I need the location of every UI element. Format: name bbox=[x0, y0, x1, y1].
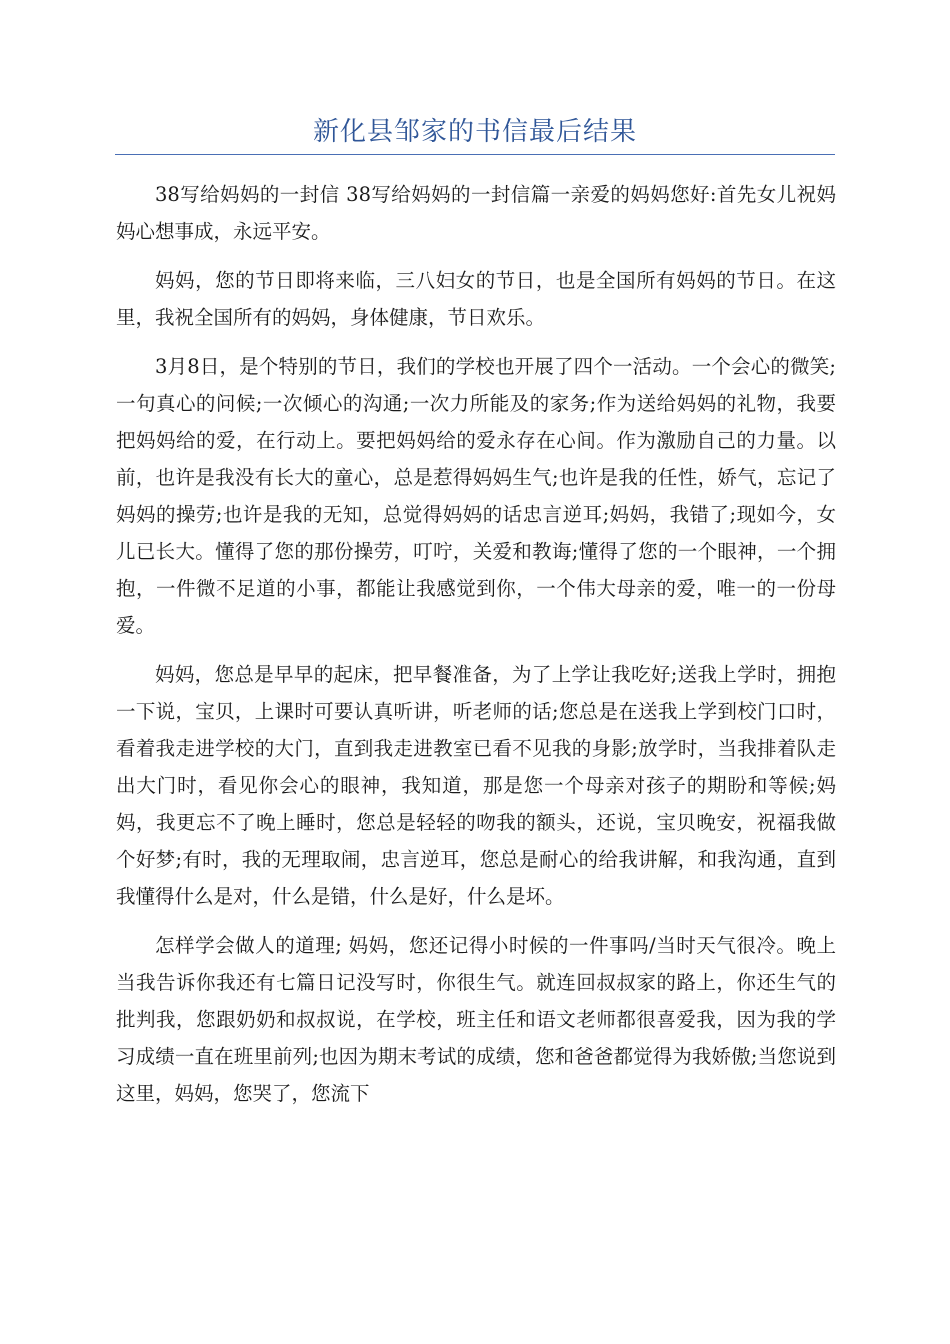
paragraph-3: 3月8日，是个特别的节日，我们的学校也开展了四个一活动。一个会心的微笑;一句真心的问候;一次倾心的沟通;一次力所能及的家务;作为送给妈妈的礼物，我要把妈妈给的爱，在行动上。要把妈妈给的爱永存在心间。作为激励自己的力量。以前，也许是我没有长大的童心，总是惹得妈妈生气;也许是我的任性，娇气，忘记了妈妈的操劳;也许是我的无知，总觉得妈妈的话忠言逆耳;妈妈，我错了;现如今，女儿已长大。懂得了您的那份操劳，叮咛，关爱和教诲;懂得了您的一个眼神，一个拥抱，一件微不足道的小事，都能让我感觉到你，一个伟大母亲的爱，唯一的一份母爱。 bbox=[116, 355, 836, 637]
paragraph-5: 怎样学会做人的道理; 妈妈，您还记得小时候的一件事吗/当时天气很冷。晚上当我告诉你我还有七篇日记没写时，你很生气。就连回叔叔家的路上，你还生气的批判我，您跟奶奶和叔叔说，在学校，班主任和语文老师都很喜爱我，因为我的学习成绩一直在班里前列;也因为期末考试的成绩，您和爸爸都觉得为我娇傲;当您说到这里，妈妈，您哭了，您流下 bbox=[116, 934, 836, 1105]
paragraph-4: 妈妈，您总是早早的起床，把早餐准备，为了上学让我吃好;送我上学时，拥抱一下说，宝贝，上课时可要认真听讲，听老师的话;您总是在送我上学到校门口时，看着我走进学校的大门，直到我走进教室已看不见我的身影;放学时，当我排着队走出大门时，看见你会心的眼神，我知道，那是您一个母亲对孩子的期盼和等候;妈妈，我更忘不了晚上睡时，您总是轻轻的吻我的额头，还说，宝贝晚安，祝福我做个好梦;有时，我的无理取闹，忠言逆耳，您总是耐心的给我讲解，和我沟通，直到我懂得什么是对，什么是错，什么是好，什么是坏。 bbox=[116, 663, 836, 908]
paragraph-2: 妈妈，您的节日即将来临，三八妇女的节日，也是全国所有妈妈的节日。在这里，我祝全国所有的妈妈，身体健康，节日欢乐。 bbox=[116, 269, 836, 329]
title-underline bbox=[115, 154, 835, 155]
document-title: 新化县邹家的书信最后结果 bbox=[312, 117, 637, 147]
paragraph-1: 38写给妈妈的一封信 38写给妈妈的一封信篇一亲爱的妈妈您好:首先女儿祝妈妈心想事成，永远平安。 bbox=[116, 183, 836, 243]
document-body bbox=[116, 176, 836, 1124]
